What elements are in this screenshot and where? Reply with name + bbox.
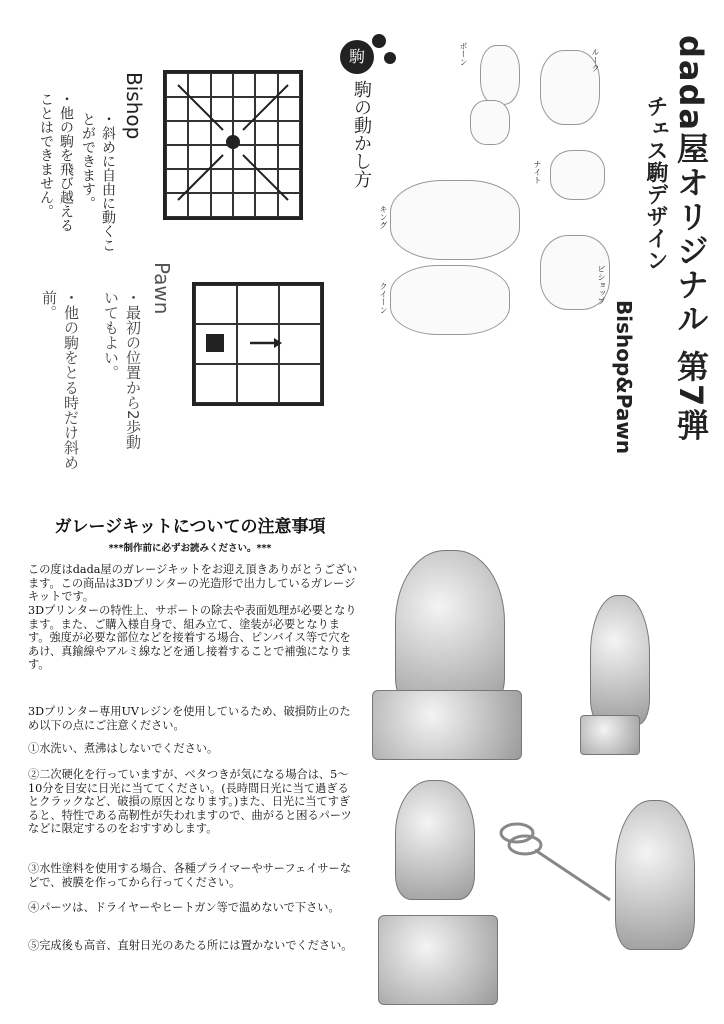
notice-item: ④パーツは、ドライヤーやヒートガン等で温めないで下さい。 [28,901,340,914]
notice-resin: 3Dプリンター専用UVレジンを使用しているため、破損防止のため以下の点にご注意ください。 [28,705,351,732]
notice-title: ガレージキットについての注意事項 [54,517,326,537]
model-pawn-base [580,715,640,755]
paw-print-icon: 駒 [340,40,374,74]
sketch-label: ポーン [459,42,468,66]
guide-title: 駒の動かし方 [351,80,372,188]
paw-toe-icon [384,52,396,64]
brand-title: dada屋オリジナル第7弾 [672,35,710,443]
paw-toe-icon [372,34,386,48]
sketch-knight [550,150,605,200]
bishop-arrows-icon [163,70,303,220]
notice-subtitle: ***制作前に必ずお読みください。*** [108,543,272,554]
sketch-queen [390,265,510,335]
model-staff [495,815,615,905]
pieces-title: Bishop&Pawn [612,300,636,455]
pawn-rule: ・他の駒をとる時だけ斜め前。 [40,290,80,470]
pawn-arrow-icon [192,282,324,406]
sketch-king [390,180,520,260]
notice-item: ①水洗い、煮沸はしないでください。 [28,742,219,755]
sketch-label: ルーク [591,48,600,72]
notice-item: ③水性塗料を使用する場合、各種プライマーやサーフェイサーなどで、被膜を作ってから行ってください。 [28,862,351,889]
sketch-pawn [470,100,510,145]
series-title: チェス駒デザイン [643,95,668,271]
sketch-label: ナイト [533,160,542,184]
pawn-rule: ・最初の位置から2歩動いてもよい。 [102,290,142,450]
model-pawn [590,595,650,725]
bishop-name: Bishop [122,72,146,140]
notice-intro-2: 3Dプリンターの特性上、サポートの除去や表面処理が必要となります。また、ご購入様自身で、組み立て、塗装が必要となります。強度が必要な部位などを接着する場合、ピンバイス等で穴をあけ、真鍮線やアルミ線などを通し接着することで補強になります。 [28,604,357,671]
pawn-name: Pawn [150,262,174,315]
notice-intro: この度はdada屋のガレージキットをお迎え頂きありがとうございます。この商品は3Dプリンターの光造形で出力しているガレージキットです。 [28,563,358,603]
model-bishop-body [395,780,475,900]
sketch-pawn [480,45,520,105]
sketch-label: ビショップ [597,265,606,305]
sketch-label: キング [379,205,388,229]
model-base [372,690,522,760]
model-bishop-side [615,800,695,950]
notice-item: ②二次硬化を行っていますが、ベタつきが気になる場合は、5〜10分を目安に日光に当ててください。(長時間日光に当て過ぎるとクラックなど、破損の原因となります。)また、日光に当てすぎると、特性である高靭性が失われますので、曲がると困るパーツなどに限定するのをおすすめします。 [28,768,352,835]
sketch-label: クイーン [379,282,388,314]
model-base-parts [378,915,498,1005]
bishop-rule: ・斜めに自由に動くことができます。 [80,112,116,252]
model-bishop-assembled [395,550,505,710]
bishop-rule: ・他の駒を飛び越えることはできません。 [38,92,74,232]
notice-item: ⑤完成後も高音、直射日光のあたる所には置かないでください。 [28,939,353,952]
